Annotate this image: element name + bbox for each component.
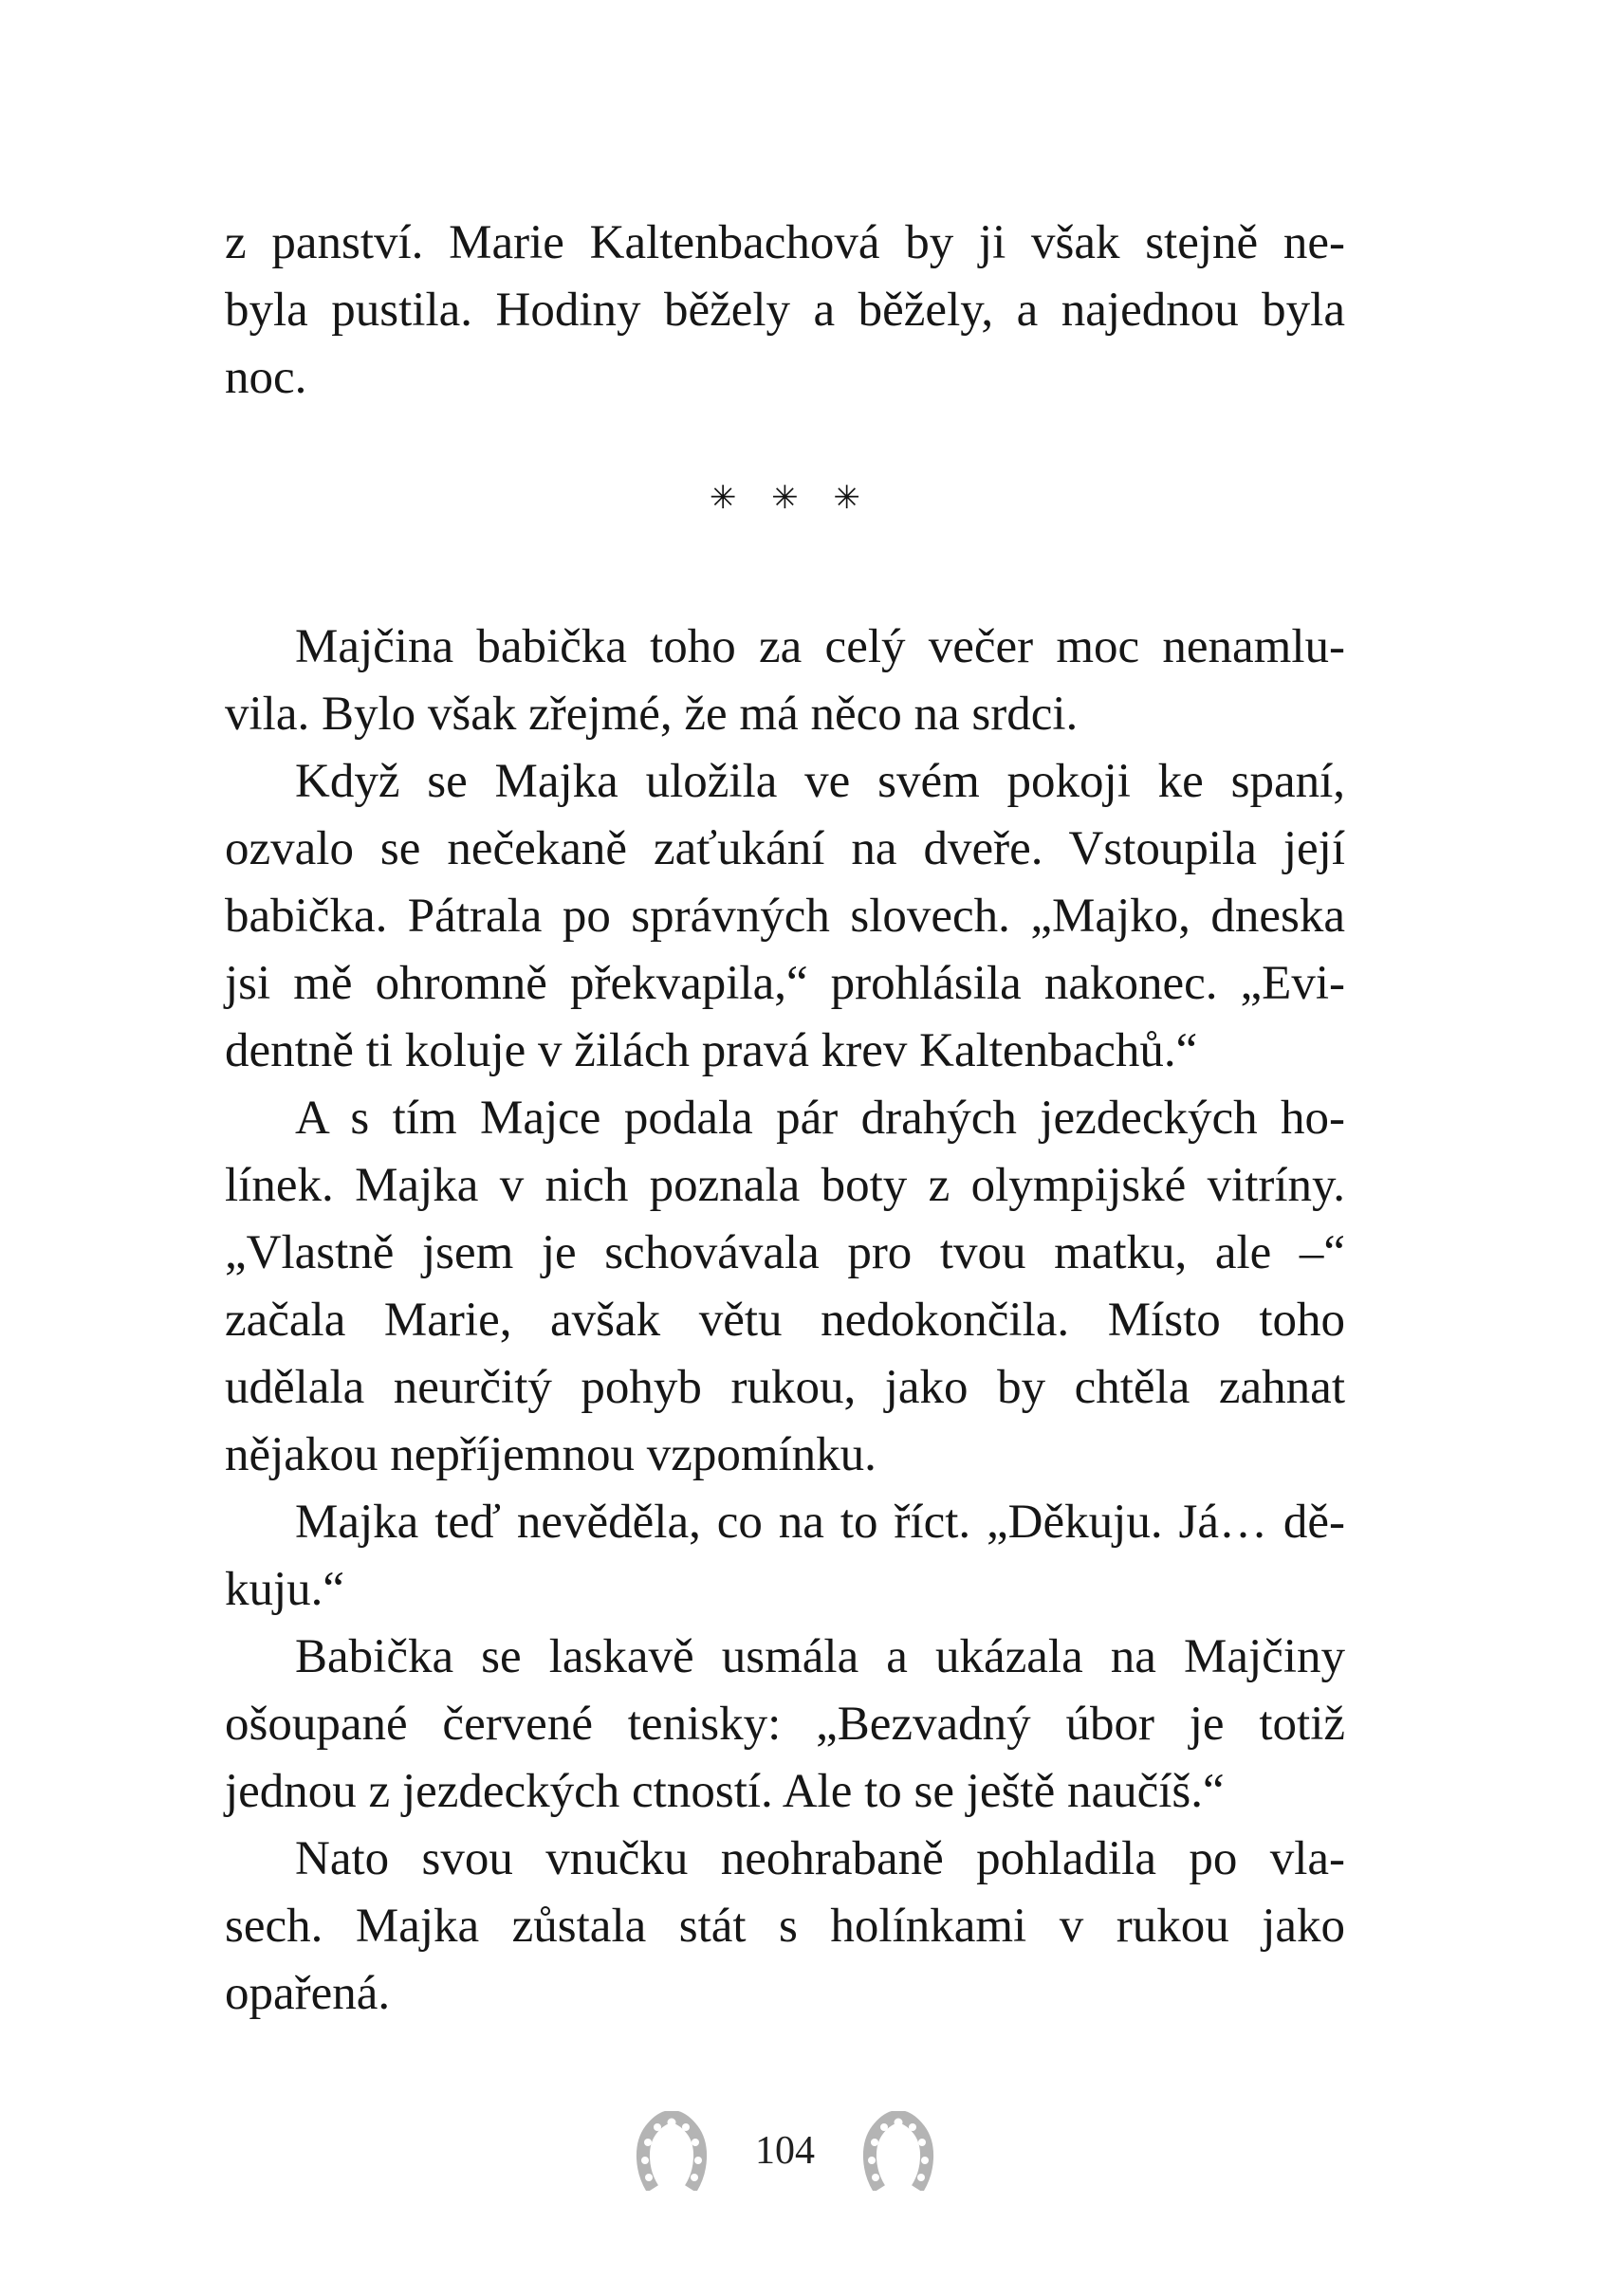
text-line: ozvalo se nečekaně zaťukání na dveře. Vstoupila její	[225, 822, 1345, 875]
text-line: Majka teď nevěděla, co na to říct. „Děkuju. Já… dě-	[295, 1496, 1345, 1549]
text-line: opařená.	[225, 1967, 391, 2020]
text-line: Majčina babička toho za celý večer moc nenamlu-	[295, 620, 1345, 673]
text-line: z panství. Marie Kaltenbachová by ji však stejně ne-	[225, 216, 1345, 269]
page-footer	[225, 2107, 1345, 2195]
text-line: jednou z jezdeckých ctností. Ale to se ještě naučíš.“	[225, 1765, 1225, 1818]
text-line: Babička se laskavě usmála a ukázala na Majčiny	[295, 1630, 1345, 1683]
section-break-asterisks: ✳ ✳ ✳	[709, 479, 861, 517]
text-line: línek. Majka v nich poznala boty z olympijské vitríny.	[225, 1159, 1345, 1212]
horseshoe-icon	[859, 2111, 937, 2191]
text-line: vila. Bylo však zřejmé, že má něco na srdci.	[225, 688, 1079, 741]
text-line: ošoupané červené tenisky: „Bezvadný úbor je totiž	[225, 1698, 1345, 1751]
text-line: Nato svou vnučku neohrabaně pohladila po vla-	[295, 1832, 1345, 1885]
text-line: byla pustila. Hodiny běžely a běžely, a najednou byla	[225, 284, 1345, 337]
page-text	[225, 210, 1345, 2028]
text-line: dentně ti koluje v žilách pravá krev Kaltenbachů.“	[225, 1024, 1198, 1077]
text-line: babička. Pátrala po správných slovech. „Majko, dneska	[225, 890, 1345, 943]
text-line: udělala neurčitý pohyb rukou, jako by chtěla zahnat	[225, 1361, 1345, 1414]
text-line: „Vlastně jsem je schovávala pro tvou matku, ale –“	[225, 1226, 1345, 1279]
text-line: nějakou nepříjemnou vzpomínku.	[225, 1428, 877, 1481]
text-line: A s tím Majce podala pár drahých jezdeckých ho-	[295, 1092, 1345, 1145]
page-number: 104	[755, 2129, 815, 2173]
text-line: sech. Majka zůstala stát s holínkami v rukou jako	[225, 1900, 1345, 1953]
text-line: kuju.“	[225, 1563, 345, 1616]
text-line: jsi mě ohromně překvapila,“ prohlásila nakonec. „Evi-	[225, 957, 1345, 1010]
text-line: Když se Majka uložila ve svém pokoji ke spaní,	[295, 755, 1345, 808]
text-line: začala Marie, avšak větu nedokončila. Místo toho	[225, 1294, 1345, 1347]
horseshoe-icon	[633, 2111, 710, 2191]
text-line: noc.	[225, 351, 307, 404]
